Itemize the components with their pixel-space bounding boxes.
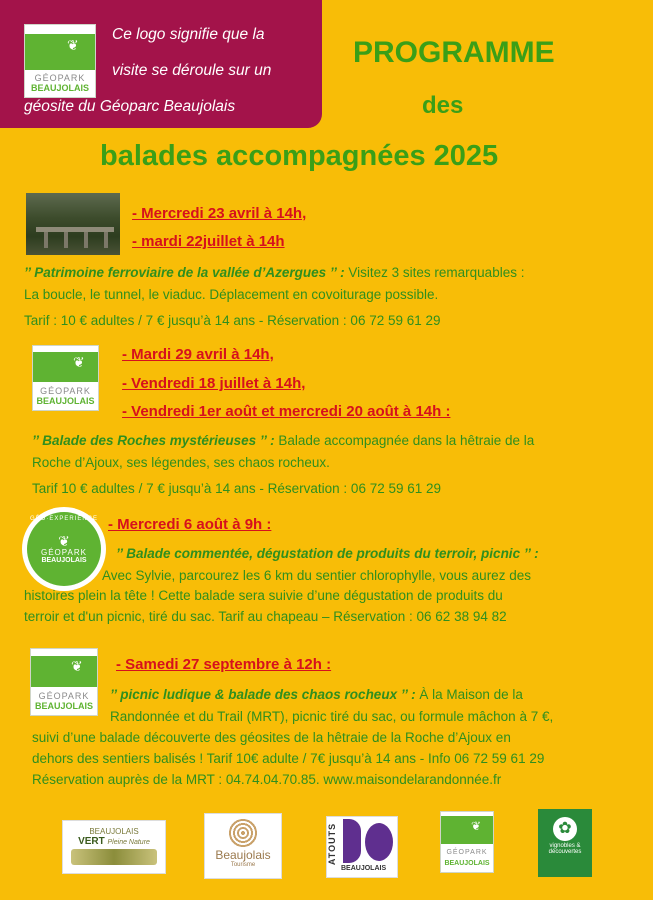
bv-foliage xyxy=(71,849,157,865)
bt-sub: Tourisme xyxy=(230,862,256,868)
vignobles-decouvertes-logo xyxy=(538,809,592,877)
geopark-logo-footer xyxy=(440,811,494,873)
event-3-desc-1: Avec Sylvie, parcourez les 6 km du sentier chlorophylle, vous aurez des xyxy=(102,568,531,583)
event-2-date-3: - Vendredi 1er août et mercredi 20 août à 14h : xyxy=(122,403,451,420)
fingerprint-icon xyxy=(228,818,258,848)
event-2-date-1: - Mardi 29 avril à 14h, xyxy=(122,346,274,363)
event-2-line-1 xyxy=(32,430,534,452)
event-2-tarif: Tarif 10 € adultes / 7 € jusqu’à 14 ans - Réservation : 06 72 59 61 29 xyxy=(32,481,442,496)
event-2-date-2: - Vendredi 18 juillet à 14h, xyxy=(122,375,306,392)
event-4-desc-3: suivi d’une balade découverte des géosites de la hêtraie de la Roche d’Ajoux en xyxy=(32,730,511,745)
logo-text-geopark: GÉOPARK xyxy=(34,73,86,83)
logo-text-beaujolais: BEAUJOLAIS xyxy=(36,396,95,406)
leaf-icon: ❦ xyxy=(471,819,482,833)
event-4-desc-4: dehors des sentiers balisés ! Tarif 10€ adulte / 7€ jusqu’à 14 ans - Info 06 72 59 61 29 xyxy=(32,751,545,766)
event-4-desc-2: Randonnée et du Trail (MRT), picnic tiré du sac, ou formule mâchon à 7 €, xyxy=(110,709,554,724)
event-1-date-1: - Mercredi 23 avril à 14h, xyxy=(132,205,307,222)
event-3-date-1: - Mercredi 6 août à 9h : xyxy=(108,516,272,533)
atouts-vertical: ATOUTS xyxy=(327,822,338,866)
leaf-icon: ❦ xyxy=(73,354,85,370)
event-4-line-1 xyxy=(110,684,523,705)
event-1-desc-2: La boucle, le tunnel, le viaduc. Déplacement en covoiturage possible. xyxy=(24,287,439,302)
bt-name: Beaujolais xyxy=(215,848,271,862)
title-programme: PROGRAMME xyxy=(353,36,555,69)
beaujolais-vert-logo xyxy=(62,820,166,874)
logo-text-geopark: GÉOPARK xyxy=(446,849,488,856)
event-1-title: ’’ Patrimoine ferroviaire de la vallée d’Azergues ’’ : xyxy=(24,265,345,280)
atouts-b-shape xyxy=(343,819,361,863)
event-1-date-2: - mardi 22juillet à 14h xyxy=(132,233,285,250)
event-4-desc-5: Réservation auprès de la MRT : 04.74.04.70.85. www.maisondelarandonnée.fr xyxy=(32,772,502,787)
logo-text-beaujolais: BEAUJOLAIS xyxy=(34,701,93,711)
logo-text-geopark: GÉOPARK xyxy=(38,691,90,701)
banner-line-3: géosite du Géoparc Beaujolais xyxy=(24,98,236,115)
event-4-desc-1: À la Maison de la xyxy=(415,687,523,702)
title-des: des xyxy=(422,92,464,119)
bv-line-3: Pleine Nature xyxy=(107,839,150,846)
atouts-o-shape xyxy=(365,823,393,861)
logo-text-beaujolais: BEAUJOLAIS xyxy=(444,860,490,867)
leaf-icon: ❦ xyxy=(67,37,79,53)
vignobles-flower-icon: ✿ xyxy=(553,817,577,841)
event-3-desc-3: terroir et d'un picnic, tiré du sac. Tarif au chapeau – Réservation : 06 62 38 94 82 xyxy=(24,609,507,624)
round-logo-geopark: GÉOPARK xyxy=(41,548,87,557)
event-1-line-1 xyxy=(24,262,524,284)
vignobles-line-1: vignobles & xyxy=(549,843,581,849)
bv-line-2-wrap xyxy=(63,836,165,847)
beaujolais-tourisme-logo xyxy=(204,813,282,879)
event-1-desc-1: Visitez 3 sites remarquables : xyxy=(344,265,525,280)
arc-text: GÉO·EXPERIENCE xyxy=(29,516,98,522)
event-2-desc-1: Balade accompagnée dans la hêtraie de la xyxy=(274,433,535,448)
event-4-date-1: - Samedi 27 septembre à 12h : xyxy=(116,656,332,673)
event-2-title: ’’ Balade des Roches mystérieuses ’’ : xyxy=(32,433,275,448)
event-3-title xyxy=(116,543,539,565)
banner-line-2: visite se déroule sur un xyxy=(112,62,272,79)
event-2-desc-2: Roche d’Ajoux, ses légendes, ses chaos rocheux. xyxy=(32,455,330,470)
event-1-tarif: Tarif : 10 € adultes / 7 € jusqu’à 14 ans - Réservation : 06 72 59 61 29 xyxy=(24,313,441,328)
logo-text-geopark: GÉOPARK xyxy=(40,386,91,396)
bv-line-1: BEAUJOLAIS xyxy=(89,827,139,836)
round-logo-beaujolais: BEAUJOLAIS xyxy=(41,557,87,564)
atouts-bottom: BEAUJOLAIS xyxy=(341,865,387,872)
bv-line-2: VERT xyxy=(78,836,105,847)
leaf-icon: ❦ xyxy=(58,533,70,549)
geopark-logo-banner xyxy=(24,24,96,98)
geopark-logo-event-4 xyxy=(30,648,98,716)
banner-line-1: Ce logo signifie que la xyxy=(112,26,265,43)
atouts-beaujolais-logo xyxy=(326,816,398,878)
viaduct-photo xyxy=(26,193,120,255)
event-4-title: ’’ picnic ludique & balade des chaos rocheux ’’ : xyxy=(110,687,416,702)
event-3-name: ’’ Balade commentée, dégustation de produits du terroir, picnic ’’ : xyxy=(116,546,539,561)
leaf-icon: ❦ xyxy=(71,658,83,674)
event-3-desc-2: histoires plein la tête ! Cette balade sera suivie d’une dégustation de produits du xyxy=(24,588,503,603)
vignobles-line-2: découvertes xyxy=(548,849,582,855)
geopark-logo-event-2 xyxy=(32,345,99,411)
logo-text-beaujolais: BEAUJOLAIS xyxy=(30,83,89,93)
geoexperience-round-logo xyxy=(22,507,106,591)
title-balades: balades accompagnées 2025 xyxy=(100,140,499,172)
